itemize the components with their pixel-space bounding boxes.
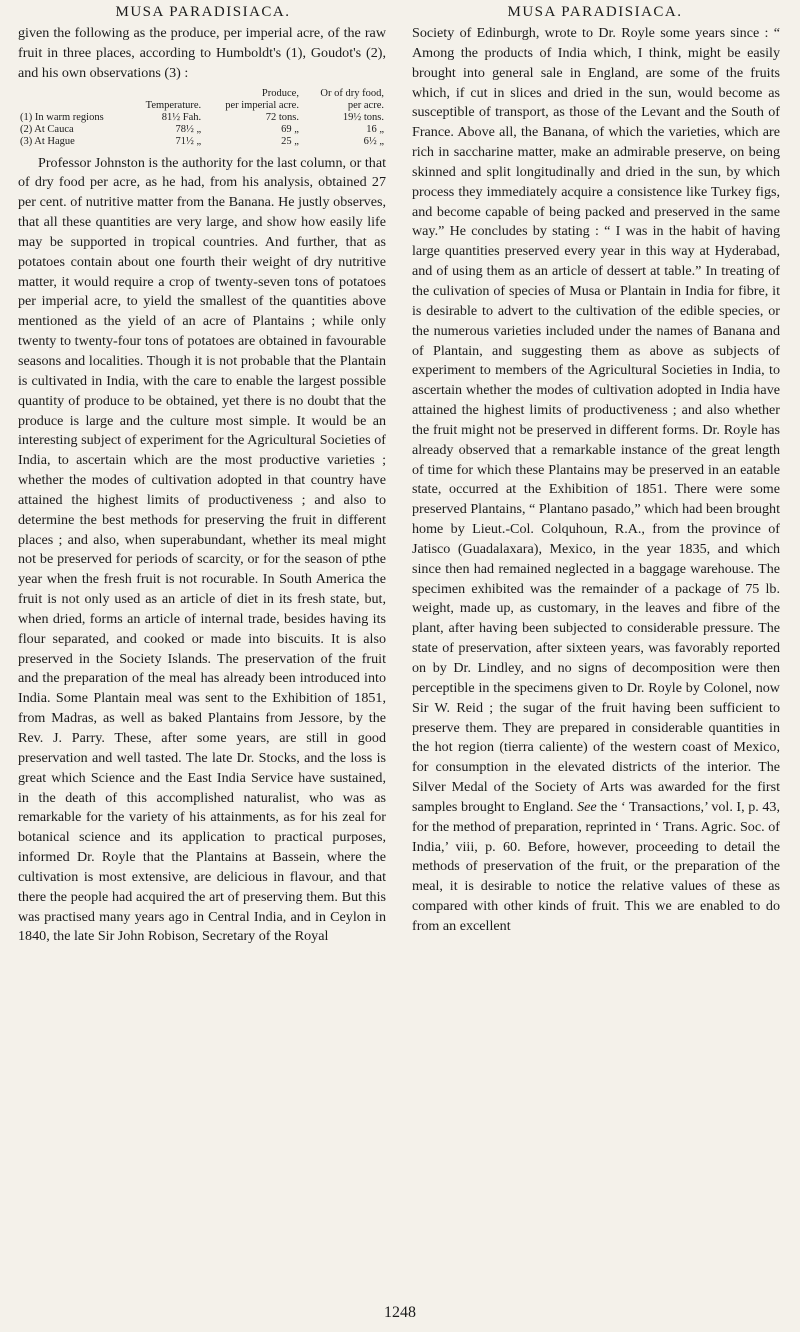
table-cell-temp: 78½ „ (175, 123, 202, 135)
running-head-right: MUSA PARADISIACA. (507, 4, 683, 20)
table-header-or-dry: Or of dry food, (320, 87, 384, 99)
intro-paragraph: given the following as the produce, per imperial acre, of the raw fruit in three places, according to Humboldt's (1), Goudot's (2), and his own observations (3) : (18, 25, 386, 81)
left-column (18, 24, 386, 947)
table-header-row-1 (18, 88, 386, 100)
page-number: 1248 (384, 1304, 416, 1321)
table-header-blank-2 (128, 88, 203, 100)
table-cell-dry: 6½ „ (363, 135, 384, 147)
table-cell-produce: 25 „ (281, 135, 299, 147)
produce-table (18, 88, 386, 148)
table-cell-place: (2) At Cauca (20, 123, 74, 135)
running-head-left: MUSA PARADISIACA. (115, 4, 291, 20)
table-cell-dry: 16 „ (366, 123, 384, 135)
table-header-per-acre-2: per acre. (347, 99, 384, 111)
right-column (412, 24, 780, 937)
table-cell-temp: 81½ Fah. (161, 111, 202, 123)
table-cell-temp: 71½ „ (175, 135, 202, 147)
see-word: See (577, 798, 597, 815)
table-cell-place: (3) At Hague (20, 135, 75, 147)
table-header-blank (18, 88, 128, 100)
body-text-before-see: Society of Edinburgh, wrote to Dr. Royle some years since : “ Among the products of India which, I think, might be easily brought into general sale in England, are some of the fruits which, if cut in slices and dried in the sun, would become as susceptible of transport, as those of the Levant and the South of France. Above all, the Banana, of which the varieties, which are rich in saccharine matter, make an admirable preserve, on being skinned and split longitudinally and dried in the sun, by which process they immediately acquire a consistence like Turkey figs, and become capable of being packed and preserved in the same way.” He concludes by stating : “ I was in the habit of having large quantities preserved every year in this way at Hyderabad, and of using them as an article of dessert at table.” In treating of the culivation of species of Musa or Plantain in India for fibre, it is desirable to advert to the cultivation of the edible species, or the numerous varieties included under the names of Banana and of Plantain, and suggesting them as above as subjects of experiment to members of the Agricultural Societies in India, to ascertain whether the modes of cultivation adopted in India have attained the highest limits of productiveness ; and also whether the fruit might not be preserved in different forms. Dr. Royle has already observed that a remarkable instance of the great length of time for which these Plantains may be preserved in an eatable state, occurred at the Exhibition of 1851. There were some preserved Plantains, “ Plantano pasado,” which had been brought home by Lieut.-Col. Colquhoun, R.A., from the province of Jatisco (Guadalaxara), Mexico, in the year 1835, and which since then had remained neglected in a baggage warehouse. The specimen exhibited was the remainder of a package of 75 lb. weight, made up, as customary, in the leaves and fibre of the plant, after having been subjected to considerable pressure. The state of preservation, after sixteen years, was favorably reported on by Dr. Lindley, and no signs of decomposition were then perceptible in the specimens given to Dr. Royle by Colonel, now Sir W. Reid ; the sugar of the fruit having been sufficient to preserve them. They are prepared in considerable quantities in the hot region (tierra caliente) of the western coast of Mexico, for consumption in the elevated districts of the interior. The Silver Medal of the Society of Arts was awarded for the first samples brought to England. (412, 25, 780, 815)
body-paragraph-left: Professor Johnston is the authority for the last column, or that of dry food per acre, as he had, from his analysis, obtained 27 per cent. of nutritive matter from the Banana. He justly observes, that all these quantities are very large, and show how easily life may be supported in tropical countries. And further, that as potatoes contain about one fourth their weight of dry nutritive matter, it would require a crop of twenty-seven tons of potatoes per imperial acre, to yield the smallest of the quantities above mentioned as the yield of an acre of Plantains ; while only twenty to twenty-four tons of potatoes are obtained in favourable seasons and localities. Though it is not probable that the Plantain is cultivated in India, with the care to enable the largest possible quantity of produce to be obtained, yet there is no doubt that the produce is large and the culture most simple. It would be an interesting subject of experiment for the Agricultural Societies of India, to ascertain which are the most productive varieties ; whether the modes of cultivation adopted in that country have attained the highest limits of productiveness ; and also to determine the best methods for preserving the fruit in different places ; and also, when superabundant, whether its meal might not be preserved for periods of scarcity, or for the season of pthe year when the fresh fruit is not rocurable. In South America the fruit is not only used as an article of diet in its fresh state, but, when dried, forms an article of internal trade, besides having its flour separated, and cooked or made into biscuits. It is also preserved in the Society Islands. The preservation of the fruit and the preparation of the meal has already been introduced into India. Some Plantain meal was sent to the Exhibition of 1851, from Madras, as well as baked Plantains from Jessore, by the Rev. J. Parry. These, after some years, are still in good preservation and well tasted. The late Dr. Stocks, and the loss is great which Science and the East India Service have sustained, in the death of this accomplished naturalist, who was as remarkable for the variety of his attainments, as for his zeal for botanical science and its application to practical purposes, informed Dr. Royle that the Plantains at Bassein, where the cultivation is most extensive, are delicious in flavour, and that there the people had acquired the art of preserving them. But this was practised many years ago in Central India, and in Ceylon in 1840, the late Sir John Robison, Secretary of the Royal (18, 154, 386, 945)
body-text-after-see: the ‘ Transactions,’ vol. I, p. 43, for the method of preparation, reprinted in ‘ Trans. Agric. Soc. of India,’ viii, p. 60. Before, however, proceeding to detail the methods of preservation of the fruit, or the preparation of the meal, it is desirable to notice the relative values of these as compared with other kinds of fruit. This we are enabled to do from an excellent (412, 798, 781, 934)
table-header-temperature: Temperature. (145, 99, 202, 111)
table-cell-place: (1) In warm regions (20, 111, 104, 123)
body-paragraph-right (412, 24, 780, 937)
table-header-blank-3 (18, 100, 128, 112)
table-row (18, 136, 386, 148)
table-cell-produce: 72 tons. (265, 111, 299, 123)
table-cell-dry: 19½ tons. (342, 111, 384, 123)
table-header-row-2 (18, 100, 386, 112)
table-cell-produce: 69 „ (281, 123, 299, 135)
table-row (18, 112, 386, 124)
table-header-produce: Produce, (261, 87, 299, 99)
table-header-per-acre: per imperial acre. (225, 99, 299, 111)
table-row (18, 124, 386, 136)
